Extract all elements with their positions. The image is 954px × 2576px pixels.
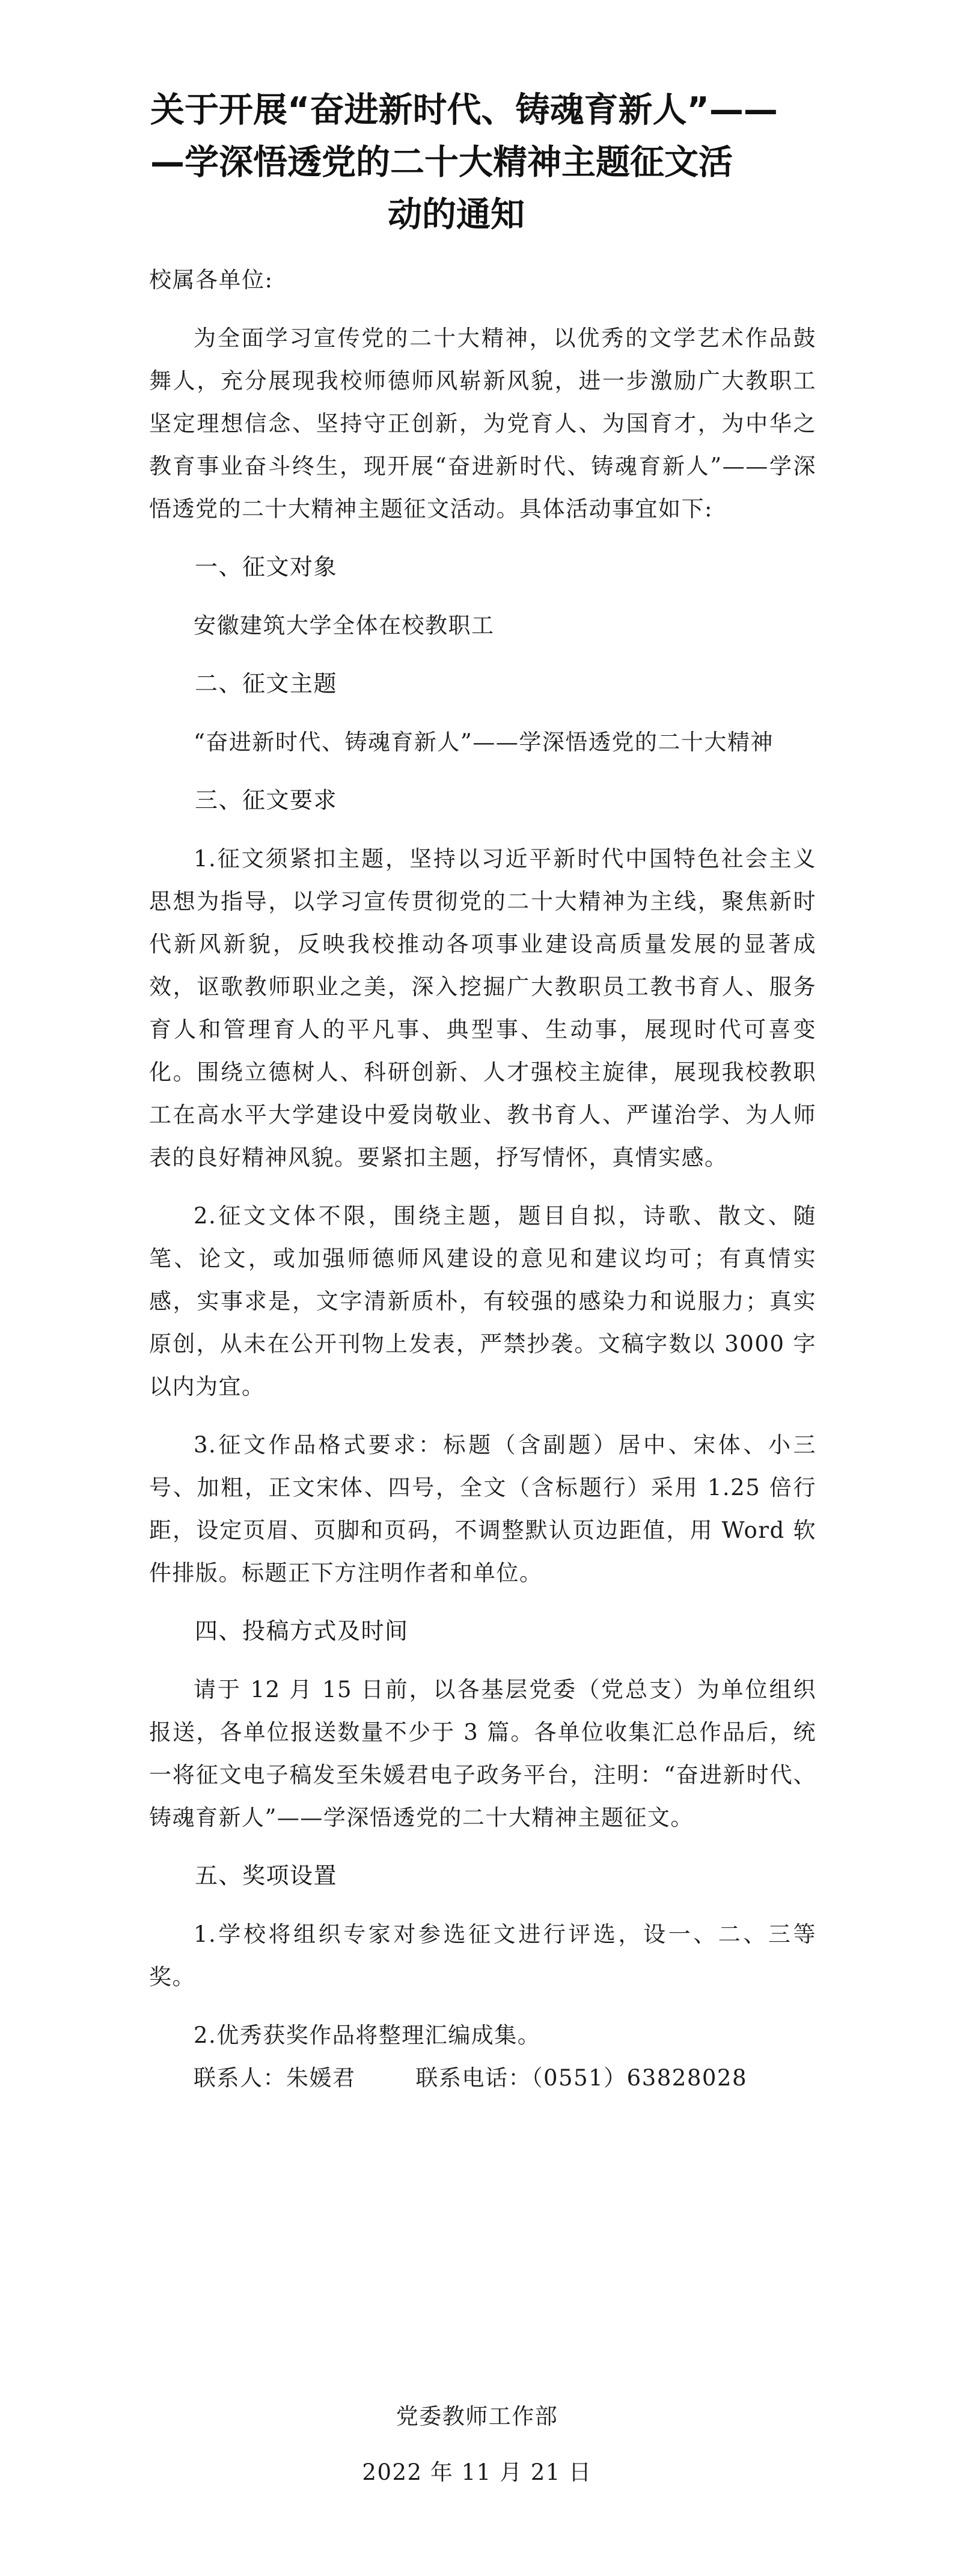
section-heading-target: 一、征文对象 bbox=[195, 554, 338, 580]
title-line-1: 关于开展“奋进新时代、铸魂育新人”—— bbox=[150, 90, 778, 130]
section-target-text: 安徽建筑大学全体在校教职工 bbox=[194, 613, 495, 638]
signature-date: 2022 年 11 月 21 日 bbox=[362, 2459, 592, 2485]
intro-paragraph: 为全面学习宣传党的二十大精神，以优秀的文学艺术作品鼓舞人，充分展现我校师德师风崭新风貌，进一步激励广大教职工坚定理想信念、坚持守正创新，为党育人、为国育才，为中华之教育事业奋斗终生，现开展“奋进新时代、铸魂育新人”——学深悟透党的二十大精神主题征文活动。具体活动事宜如下: bbox=[149, 325, 816, 522]
section-heading-submission: 四、投稿方式及时间 bbox=[195, 1618, 409, 1644]
title-line-2: —学深悟透党的二十大精神主题征文活 bbox=[150, 142, 733, 182]
award-2: 2.优秀获奖作品将整理汇编成集。 bbox=[194, 2022, 541, 2048]
section-heading-requirements: 三、征文要求 bbox=[195, 787, 338, 813]
title-line-3: 动的通知 bbox=[388, 195, 525, 234]
contact-phone: 联系电话：（0551）63828028 bbox=[415, 2065, 747, 2091]
section-theme-text: “奋进新时代、铸魂育新人”——学深悟透党的二十大精神 bbox=[194, 729, 774, 755]
requirement-1: 1.征文须紧扣主题，坚持以习近平新时代中国特色社会主义思想为指导，以学习宣传贯彻党的二十大精神为主线，聚焦新时代新风新貌，反映我校推动各项事业建设高质量发展的显著成效，讴歌教师职业之美，深入挖掘广大教职员工教书育人、服务育人和管理育人的平凡事、典型事、生动事，展现时代可喜变化。围绕立德树人、科研创新、人才强校主旋律，展现我校教职工在高水平大学建设中爱岗敬业、教书育人、严谨治学、为人师表的良好精神风貌。要紧扣主题，抒写情怀，真情实感。 bbox=[149, 846, 816, 1170]
requirement-2: 2.征文文体不限，围绕主题，题目自拟，诗歌、散文、随笔、论文，或加强师德师风建设的意见和建议均可；有真情实感，实事求是，文字清新质朴，有较强的感染力和说服力；真实原创，从未在公开刊物上发表，严禁抄袭。文稿字数以 3000 字以内为宜。 bbox=[149, 1203, 816, 1400]
award-1: 1.学校将组织专家对参选征文进行评选，设一、二、三等奖。 bbox=[149, 1921, 816, 1990]
signature-department: 党委教师工作部 bbox=[396, 2403, 558, 2429]
notice-title bbox=[150, 84, 812, 241]
contact-person: 联系人：朱媛君 bbox=[194, 2065, 356, 2091]
section-heading-theme: 二、征文主题 bbox=[195, 670, 338, 697]
notice-body bbox=[149, 259, 816, 2115]
submission-text: 请于 12 月 15 日前，以各基层党委（党总支）为单位组织报送，各单位报送数量不少于 3 篇。各单位收集汇总作品后，统一将征文电子稿发至朱媛君电子政务平台，注明：“奋进新时代、铸魂育新人”——学深悟透党的二十大精神主题征文。 bbox=[149, 1677, 816, 1831]
salutation: 校属各单位: bbox=[149, 267, 274, 293]
requirement-3: 3.征文作品格式要求：标题（含副题）居中、宋体、小三号、加粗，正文宋体、四号，全文（含标题行）采用 1.25 倍行距，设定页眉、页脚和页码，不调整默认页边距值，用 Word 软件排版。标题正下方注明作者和单位。 bbox=[149, 1432, 816, 1586]
contact-line bbox=[149, 2057, 816, 2099]
section-heading-awards: 五、奖项设置 bbox=[195, 1862, 338, 1889]
